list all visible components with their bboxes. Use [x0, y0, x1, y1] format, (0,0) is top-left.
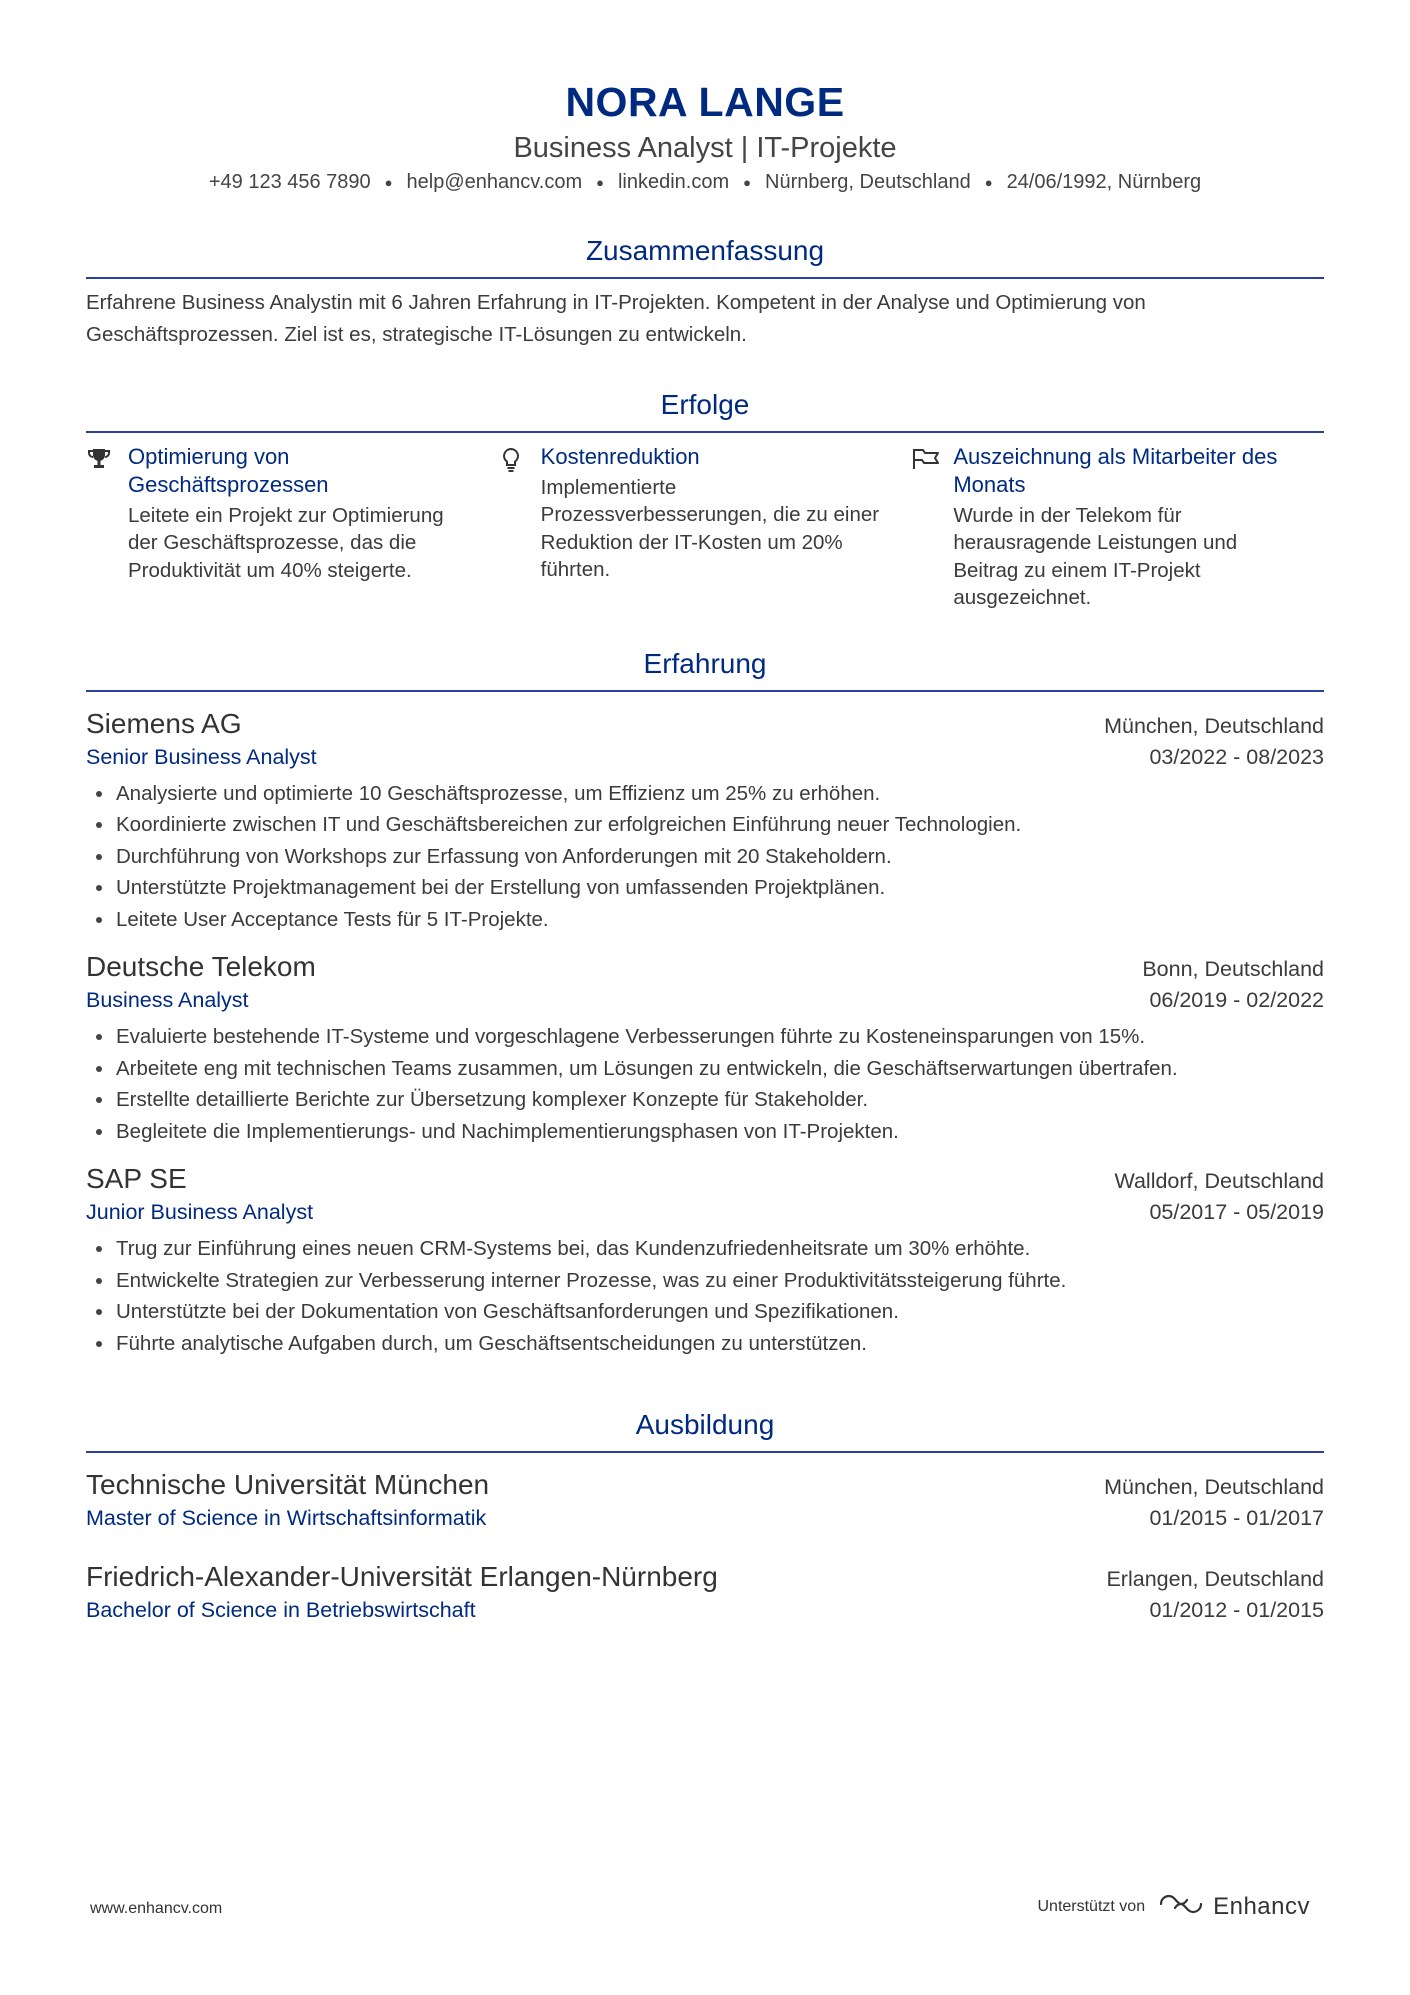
job-dates: 05/2017 - 05/2019 [1149, 1200, 1324, 1225]
phone: +49 123 456 7890 [208, 171, 371, 193]
brand-name: Enhancv [1213, 1892, 1310, 1920]
achievement-item [911, 443, 1324, 612]
job-bullets [86, 778, 1324, 936]
education-entry [86, 1559, 1324, 1625]
section-title-summary: Zusammenfassung [86, 233, 1324, 279]
footer-branding [1037, 1892, 1310, 1921]
degree: Master of Science in Wirtschaftsinformatik [86, 1506, 487, 1531]
bullet-item: Leitete User Acceptance Tests für 5 IT-Projekte. [86, 904, 1324, 936]
job-location: Bonn, Deutschland [1142, 957, 1324, 982]
achievement-item [499, 443, 912, 612]
job-entry [86, 706, 1324, 936]
education-dates: 01/2015 - 01/2017 [1149, 1506, 1324, 1531]
bullet-item: Analysierte und optimierte 10 Geschäftsprozesse, um Effizienz um 25% zu erhöhen. [86, 778, 1324, 810]
achievement-description: Implementierte Prozessverbesserungen, die zu einer Reduktion der IT-Kosten um 20% führten. [540, 475, 880, 582]
birth-info: 24/06/1992, Nürnberg [1006, 171, 1202, 193]
school-name: Friedrich-Alexander-Universität Erlangen-Nürnberg [86, 1561, 718, 1593]
achievements-list [86, 443, 1324, 612]
school-location: München, Deutschland [1104, 1475, 1324, 1500]
email-link[interactable]: help@enhancv.com [406, 171, 583, 193]
company-name: Siemens AG [86, 707, 242, 739]
linkedin-link[interactable]: linkedin.com [617, 171, 730, 193]
lightbulb-icon [499, 443, 541, 612]
separator-dot: ● [743, 174, 752, 190]
achievement-description: Wurde in der Telekom für herausragende Leistungen und Beitrag zu einem IT-Projekt ausgezeichnet. [953, 503, 1238, 610]
education-entry [86, 1467, 1324, 1533]
candidate-name: NORA LANGE [565, 79, 845, 125]
separator-dot: ● [984, 174, 993, 190]
footer-website-link[interactable]: www.enhancv.com [90, 1900, 223, 1917]
trophy-icon [86, 443, 128, 612]
job-location: Walldorf, Deutschland [1114, 1169, 1324, 1194]
job-role: Junior Business Analyst [86, 1200, 314, 1225]
bullet-item: Unterstützte bei der Dokumentation von Geschäftsanforderungen und Spezifikationen. [86, 1296, 1324, 1328]
company-name: SAP SE [86, 1163, 187, 1195]
bullet-item: Trug zur Einführung eines neuen CRM-Systems bei, das Kundenzufriedenheitsrate um 30% erhöhte. [86, 1233, 1324, 1265]
achievement-title: Auszeichnung als Mitarbeiter des Monats [953, 443, 1278, 497]
achievement-title: Kostenreduktion [540, 443, 700, 469]
job-bullets [86, 1233, 1324, 1359]
achievement-item [86, 443, 499, 612]
bullet-item: Unterstützte Projektmanagement bei der Erstellung von umfassenden Projektplänen. [86, 872, 1324, 904]
resume-page [86, 0, 1324, 1625]
degree: Bachelor of Science in Betriebswirtschaft [86, 1598, 476, 1623]
bullet-item: Evaluierte bestehende IT-Systeme und vorgeschlagene Verbesserungen führte zu Kosteneinsparungen von 15%. [86, 1021, 1324, 1053]
contact-line [86, 168, 1324, 197]
powered-by-label: Unterstützt von [1037, 1897, 1146, 1915]
job-role: Senior Business Analyst [86, 744, 317, 769]
section-title-experience: Erfahrung [86, 646, 1324, 692]
job-role: Business Analyst [86, 988, 249, 1013]
section-title-achievements: Erfolge [86, 387, 1324, 433]
bullet-item: Entwickelte Strategien zur Verbesserung interner Prozesse, was zu einer Produktivitätssteigerung führte. [86, 1265, 1324, 1297]
job-bullets [86, 1021, 1324, 1147]
bullet-item: Durchführung von Workshops zur Erfassung von Anforderungen mit 20 Stakeholdern. [86, 841, 1324, 873]
job-entry [86, 949, 1324, 1147]
separator-dot: ● [384, 174, 393, 190]
job-entry [86, 1161, 1324, 1359]
education-dates: 01/2012 - 01/2015 [1149, 1598, 1324, 1623]
bullet-item: Führte analytische Aufgaben durch, um Geschäftsentscheidungen zu unterstützen. [86, 1328, 1324, 1360]
job-dates: 03/2022 - 08/2023 [1149, 744, 1324, 769]
summary-text: Erfahrene Business Analystin mit 6 Jahren Erfahrung in IT-Projekten. Kompetent in der Analyse und Optimierung von Geschäftsprozessen. Ziel ist es, strategische IT-Lösungen zu entwickeln. [86, 290, 1146, 346]
school-name: Technische Universität München [86, 1469, 490, 1501]
job-location: München, Deutschland [1104, 713, 1324, 738]
location: Nürnberg, Deutschland [765, 171, 971, 193]
separator-dot: ● [596, 174, 604, 190]
bullet-item: Arbeitete eng mit technischen Teams zusammen, um Lösungen zu entwickeln, die Geschäftserwartungen übertrafen. [86, 1053, 1324, 1085]
candidate-tagline: Business Analyst | IT-Projekte [513, 132, 897, 164]
achievement-description: Leitete ein Projekt zur Optimierung der Geschäftsprozesse, das die Produktivität um 40% steigerte. [128, 503, 444, 582]
job-dates: 06/2019 - 02/2022 [1149, 988, 1324, 1013]
flag-icon [911, 443, 953, 612]
school-location: Erlangen, Deutschland [1106, 1567, 1324, 1592]
section-title-education: Ausbildung [86, 1407, 1324, 1453]
achievement-title: Optimierung von Geschäftsprozessen [128, 443, 329, 497]
enhancv-logo-icon [1157, 1892, 1205, 1921]
bullet-item: Erstellte detaillierte Berichte zur Übersetzung komplexer Konzepte für Stakeholder. [86, 1084, 1324, 1116]
company-name: Deutsche Telekom [86, 951, 316, 983]
bullet-item: Begleitete die Implementierungs- und Nachimplementierungsphasen von IT-Projekten. [86, 1116, 1324, 1148]
bullet-item: Koordinierte zwischen IT und Geschäftsbereichen zur erfolgreichen Einführung neuer Technologien. [86, 809, 1324, 841]
